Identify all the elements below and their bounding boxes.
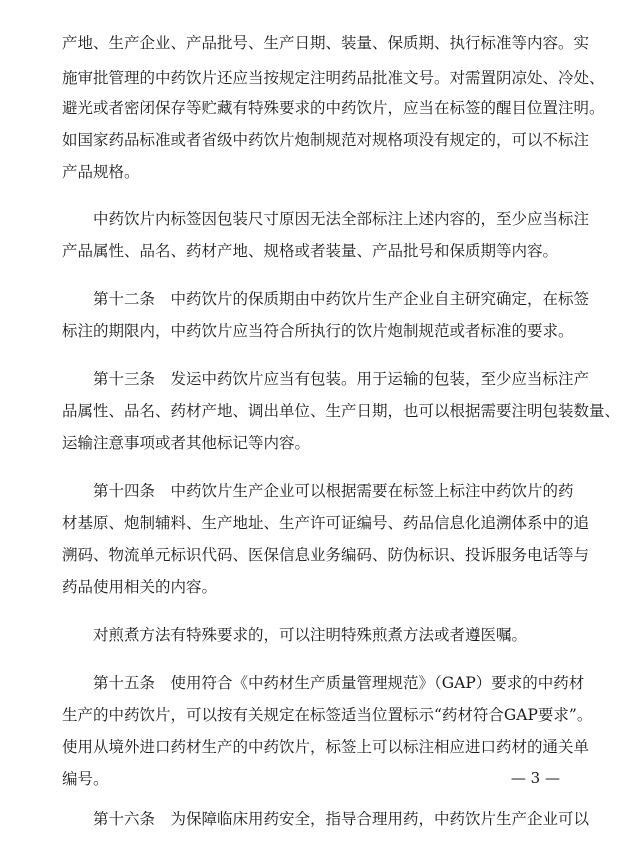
- body-text-line: 产品属性、品名、药材产地、规格或者装量、产品批号和保质期等内容。: [62, 242, 559, 260]
- article-13-line: 品属性、品名、药材产地、调出单位、生产日期，也可以根据需要注明包装数量、: [62, 402, 620, 420]
- article-15-line: 使用从境外进口药材生产的中药饮片，标签上可以标注相应进口药材的通关单: [62, 738, 590, 756]
- article-12-line: 第十二条 中药饮片的保质期由中药饮片生产企业自主研究确定，在标签: [93, 290, 590, 308]
- page-number: — 3 —: [510, 769, 560, 787]
- article-14-line: 材基原、炮制辅料、生产地址、生产许可证编号、药品信息化追溯体系中的追: [62, 514, 590, 532]
- article-14-line: 药品使用相关的内容。: [62, 578, 218, 596]
- article-12-line: 标注的期限内，中药饮片应当符合所执行的饮片炮制规范或者标准的要求。: [62, 322, 574, 340]
- article-15-line: 第十五条 使用符合《中药材生产质量管理规范》（GAP）要求的中药材: [93, 674, 585, 692]
- body-text-line: 中药饮片内标签因包装尺寸原因无法全部标注上述内容的，至少应当标注: [93, 210, 590, 228]
- body-text-line: 如国家药品标准或者省级中药饮片炮制规范对规格项没有规定的，可以不标注: [62, 131, 590, 149]
- article-14-line: 第十四条 中药饮片生产企业可以根据需要在标签上标注中药饮片的药: [93, 482, 574, 500]
- article-16-line: 第十六条 为保障临床用药安全，指导合理用药，中药饮片生产企业可以: [93, 810, 590, 828]
- article-13-line: 第十三条 发运中药饮片应当有包装。用于运输的包装，至少应当标注产: [93, 370, 590, 388]
- article-14-line: 溯码、物流单元标识代码、医保信息业务编码、防伪标识、投诉服务电话等与: [62, 546, 590, 564]
- body-text-line: 产地、生产企业、产品批号、生产日期、装量、保质期、执行标准等内容。实: [62, 34, 590, 52]
- body-text-line: 对煎煮方法有特殊要求的，可以注明特殊煎煮方法或者遵医嘱。: [93, 626, 528, 644]
- body-text-line: 产品规格。: [62, 163, 140, 181]
- article-15-line: 编号。: [62, 770, 109, 788]
- article-15-line: 生产的中药饮片，可以按有关规定在标签适当位置标示“药材符合GAP要求”。: [62, 706, 593, 724]
- body-text-line: 避光或者密闭保存等贮藏有特殊要求的中药饮片，应当在标签的醒目位置注明。: [62, 99, 605, 117]
- article-13-line: 运输注意事项或者其他标记等内容。: [62, 434, 311, 452]
- body-text-line: 施审批管理的中药饮片还应当按规定注明药品批准文号。对需置阴凉处、冷处、: [62, 69, 605, 87]
